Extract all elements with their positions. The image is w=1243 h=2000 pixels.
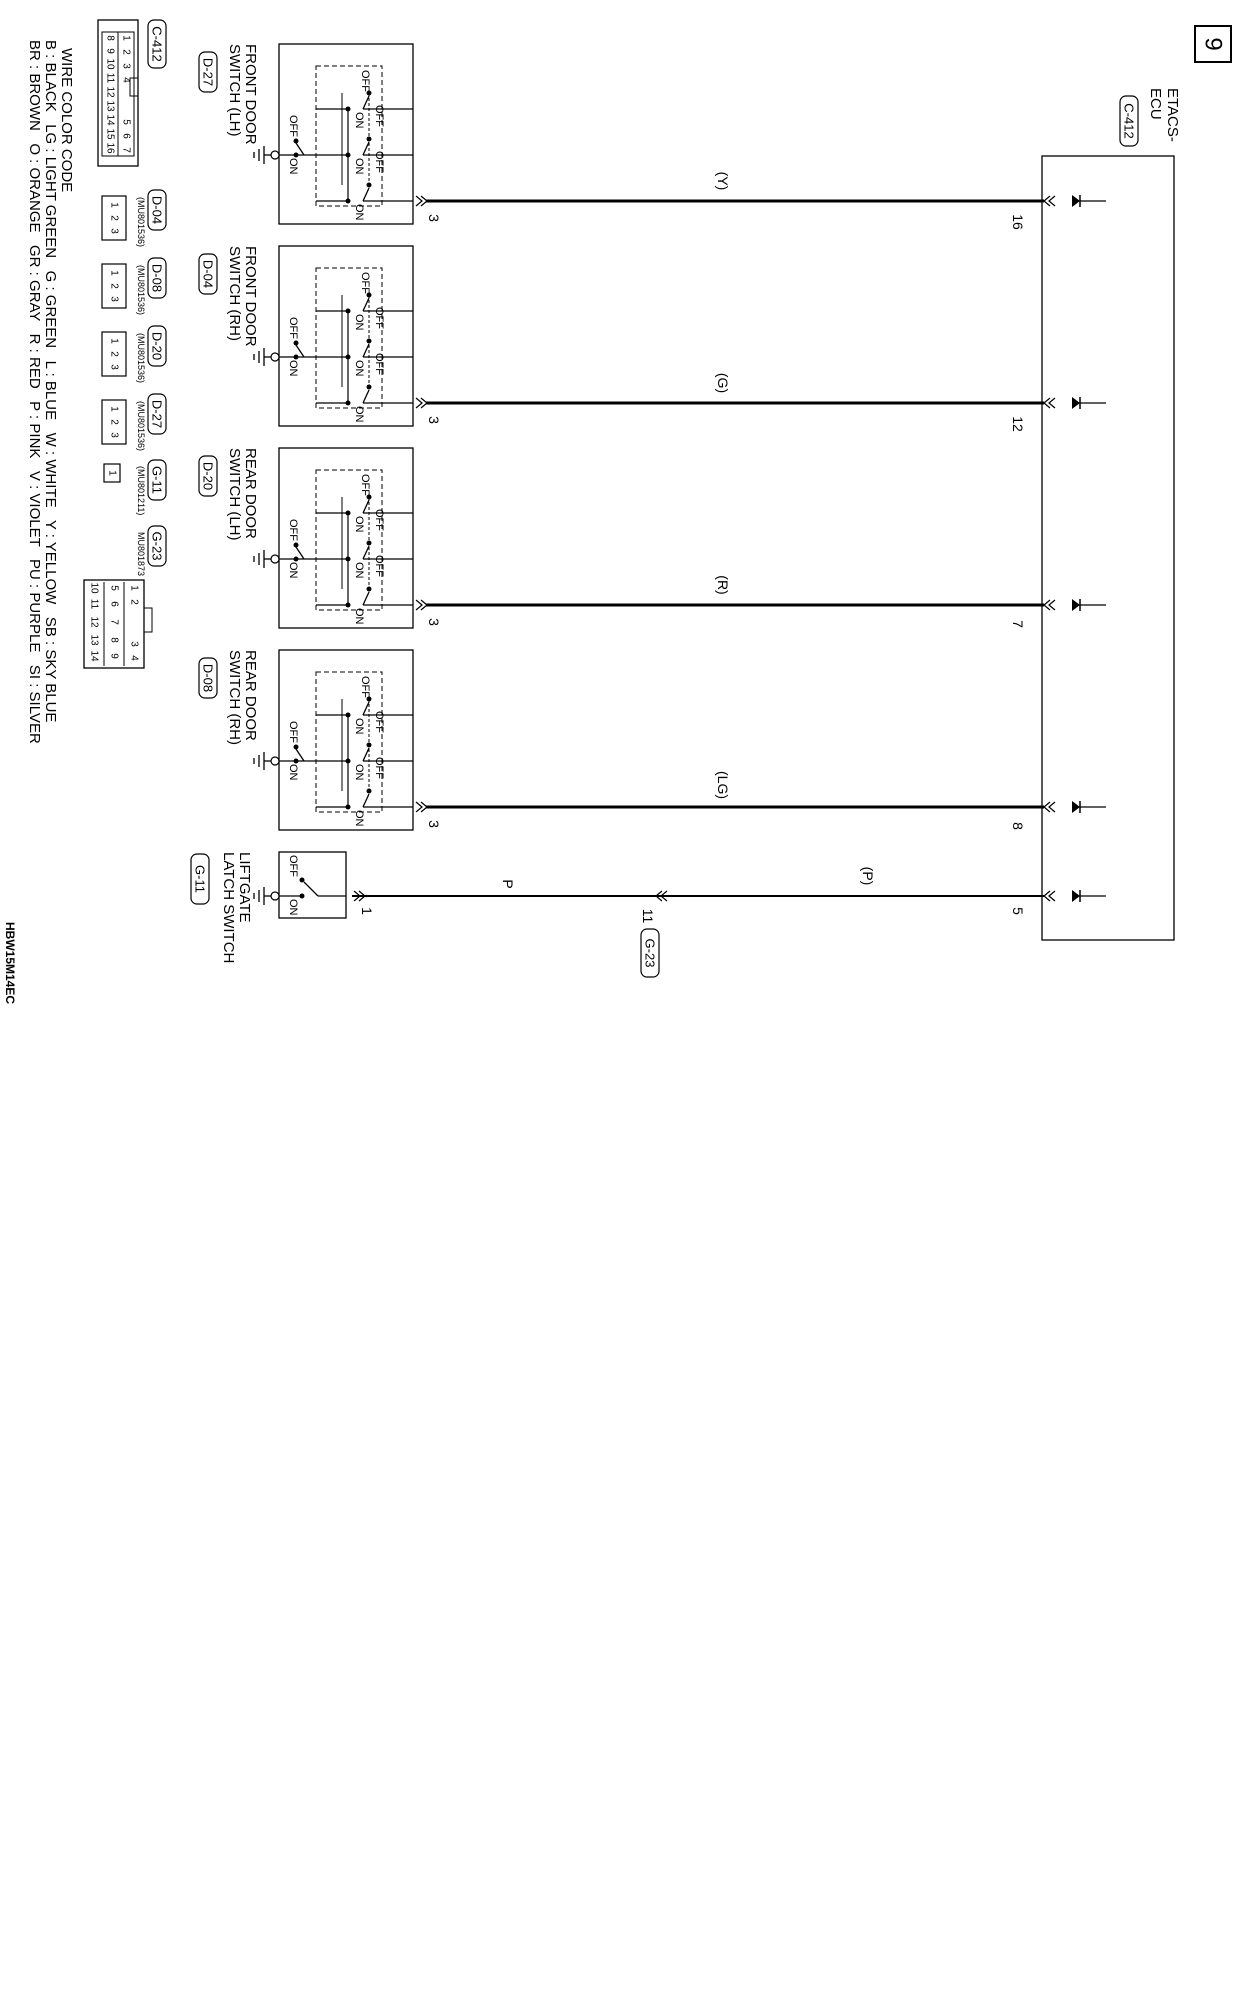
wire-color-switch-side: P (500, 879, 516, 889)
switch-dashed-frame (316, 66, 382, 206)
svg-text:D-08: D-08 (149, 263, 165, 293)
connector-view-d27 (102, 394, 166, 451)
ecu-name-line1: ETACS- (1164, 88, 1181, 142)
svg-text:(MU801536): (MU801536) (136, 401, 146, 452)
svg-text:ON: ON (353, 112, 365, 129)
svg-text:3: 3 (108, 432, 120, 438)
switch-connector-label: D-08 (200, 663, 216, 693)
svg-text:3: 3 (108, 364, 120, 370)
switch-pin-label: 3 (426, 618, 442, 626)
liftgate-name-line2: LATCH SWITCH (220, 852, 237, 964)
svg-text:2: 2 (128, 599, 140, 605)
svg-text:2: 2 (108, 419, 120, 425)
svg-text:OFF: OFF (287, 115, 299, 137)
svg-text:OFF: OFF (359, 70, 371, 92)
svg-text:6: 6 (120, 133, 132, 139)
ecu-name-line2: ECU (1147, 88, 1164, 120)
svg-text:4: 4 (128, 655, 140, 661)
svg-text:5: 5 (108, 585, 120, 591)
svg-text:OFF: OFF (373, 757, 385, 779)
page-number: 9 (1199, 37, 1227, 51)
ecu-connector-label: C-412 (1121, 103, 1137, 139)
svg-text:2: 2 (108, 283, 120, 289)
svg-text:1: 1 (120, 35, 132, 41)
svg-text:14: 14 (88, 650, 100, 662)
svg-text:14: 14 (104, 114, 116, 126)
ecu-pin-label: 7 (1010, 620, 1026, 628)
svg-text:3: 3 (108, 228, 120, 234)
switch-pin-label: 3 (426, 416, 442, 424)
switch-connector-label: D-20 (200, 461, 216, 491)
svg-text:3: 3 (128, 641, 140, 647)
ecu-pin-label: 16 (1010, 214, 1026, 230)
svg-text:4: 4 (120, 77, 132, 83)
switch-name-line2: SWITCH (LH) (226, 448, 243, 541)
svg-text:OFF: OFF (359, 676, 371, 698)
svg-text:D-04: D-04 (149, 195, 165, 225)
diagram-code: HBW15M14EC (3, 922, 17, 1005)
svg-text:OFF: OFF (359, 474, 371, 496)
svg-text:1: 1 (108, 338, 120, 344)
svg-text:D-27: D-27 (149, 399, 165, 429)
svg-text:OFF: OFF (373, 151, 385, 173)
wire-color-code-legend (26, 40, 75, 744)
svg-text:ON: ON (287, 360, 299, 377)
svg-text:ON: ON (353, 406, 365, 423)
svg-text:12: 12 (104, 86, 116, 98)
switch-name-line2: SWITCH (RH) (226, 650, 243, 745)
svg-text:OFF: OFF (359, 272, 371, 294)
svg-text:ON: ON (353, 314, 365, 331)
svg-text:OFF: OFF (373, 555, 385, 577)
wire-color-label: (LG) (715, 771, 731, 799)
svg-text:2: 2 (108, 351, 120, 357)
svg-text:OFF: OFF (287, 317, 299, 339)
svg-text:10: 10 (88, 582, 100, 594)
svg-text:16: 16 (104, 142, 116, 154)
switch-pin-label: 3 (426, 820, 442, 828)
wire-color-label: (G) (715, 372, 731, 394)
svg-text:7: 7 (108, 619, 120, 625)
svg-text:ON: ON (353, 360, 365, 377)
c412-row2 (102, 32, 118, 156)
circuit-rear-door-lh (199, 448, 1106, 628)
switch-name-line1: FRONT DOOR (242, 44, 259, 145)
svg-text:D-20: D-20 (149, 331, 165, 361)
svg-text:(MU801536): (MU801536) (136, 333, 146, 384)
svg-text:OFF: OFF (373, 509, 385, 531)
circuit-front-door-lh (199, 44, 1106, 230)
svg-text:OFF: OFF (287, 855, 299, 877)
switch-dashed-frame (316, 470, 382, 610)
svg-text:ON: ON (287, 899, 299, 916)
svg-text:1: 1 (108, 202, 120, 208)
svg-text:ON: ON (353, 516, 365, 533)
svg-text:OFF: OFF (373, 353, 385, 375)
svg-text:3: 3 (120, 63, 132, 69)
wire-color-code-line2: BR : BROWN O : ORANGE GR : GRAY R : RED P : PINK V : VIOLET PU : PURPLE SI : SILVER (26, 40, 43, 744)
ecu-pin-label: 12 (1010, 416, 1026, 432)
wire-color-label: (R) (715, 575, 731, 595)
svg-text:ON: ON (353, 204, 365, 221)
wire-color-label: (Y) (715, 171, 731, 191)
svg-text:ON: ON (353, 158, 365, 175)
svg-text:7: 7 (120, 147, 132, 153)
page-number-box (1195, 26, 1231, 62)
connector-view-d20 (102, 326, 166, 383)
c412-row1 (118, 32, 134, 156)
svg-text:9: 9 (108, 653, 120, 659)
ecu-box (1042, 156, 1174, 940)
circuit-front-door-rh (199, 246, 1106, 432)
switch-name-line2: SWITCH (RH) (226, 246, 243, 341)
circuit-rear-door-rh (199, 650, 1106, 830)
svg-text:G-11: G-11 (149, 466, 165, 494)
svg-text:ON: ON (353, 608, 365, 625)
switch-name-line1: REAR DOOR (242, 448, 259, 539)
svg-text:9: 9 (104, 48, 116, 54)
switch-connector-label: D-04 (200, 259, 216, 289)
svg-text:1: 1 (128, 585, 140, 591)
svg-text:1: 1 (108, 270, 120, 276)
etacs-ecu (1042, 88, 1181, 940)
svg-text:OFF: OFF (373, 105, 385, 127)
svg-text:OFF: OFF (373, 307, 385, 329)
wire-color-code-line1: B : BLACK LG : LIGHT GREEN G : GREEN L : BLUE W : WHITE Y : YELLOW SB : SKY BLUE (42, 40, 59, 723)
junction-connector-label: G-23 (642, 938, 658, 968)
svg-text:2: 2 (108, 215, 120, 221)
svg-text:15: 15 (104, 128, 116, 140)
svg-text:ON: ON (353, 764, 365, 781)
svg-text:G-23: G-23 (149, 531, 165, 561)
svg-text:OFF: OFF (373, 711, 385, 733)
svg-text:12: 12 (88, 616, 100, 628)
svg-text:ON: ON (353, 810, 365, 827)
connector-view-g11 (104, 460, 166, 515)
svg-text:(MU801211): (MU801211) (136, 466, 146, 516)
svg-text:(MU801536): (MU801536) (136, 265, 146, 316)
svg-text:6: 6 (108, 601, 120, 607)
svg-text:ON: ON (353, 562, 365, 579)
switch-pin-label: 1 (359, 907, 375, 915)
wire-color-ecu-side: (P) (860, 866, 876, 886)
svg-text:8: 8 (108, 637, 120, 643)
switch-dashed-frame (316, 268, 382, 408)
svg-text:OFF: OFF (287, 721, 299, 743)
c412-label: C-412 (149, 26, 165, 62)
svg-text:13: 13 (104, 100, 116, 112)
switch-dashed-frame (316, 672, 382, 812)
connector-view-d08 (102, 258, 166, 315)
svg-text:ON: ON (287, 562, 299, 579)
switch-name-line1: REAR DOOR (242, 650, 259, 741)
ecu-pin-label: 8 (1010, 822, 1026, 830)
svg-text:ON: ON (287, 764, 299, 781)
switch-pin-label: 3 (426, 214, 442, 222)
svg-text:10: 10 (104, 58, 116, 70)
svg-text:13: 13 (88, 634, 100, 646)
connector-view-d04 (102, 190, 166, 247)
svg-text:11: 11 (88, 598, 100, 610)
switch-connector-label: D-27 (200, 57, 216, 87)
liftgate-connector-label: G-11 (192, 865, 208, 893)
connector-view-c412 (98, 20, 166, 166)
svg-text:3: 3 (108, 296, 120, 302)
switch-name-line2: SWITCH (LH) (226, 44, 243, 137)
svg-text:5: 5 (120, 119, 132, 125)
ecu-pin-label: 5 (1010, 907, 1026, 915)
svg-text:(MU801536): (MU801536) (136, 197, 146, 248)
svg-text:1: 1 (108, 406, 120, 412)
svg-text:11: 11 (104, 72, 116, 84)
svg-text:2: 2 (120, 49, 132, 55)
svg-text:ON: ON (353, 718, 365, 735)
svg-text:ON: ON (287, 158, 299, 175)
wire-color-code-title: WIRE COLOR CODE (58, 48, 75, 193)
svg-text:1: 1 (106, 470, 118, 476)
svg-text:MU801873: MU801873 (136, 532, 146, 577)
circuit-liftgate (191, 852, 1106, 977)
liftgate-name-line1: LIFTGATE (236, 852, 253, 923)
svg-text:8: 8 (104, 35, 116, 41)
switch-name-line1: FRONT DOOR (242, 246, 259, 347)
svg-text:OFF: OFF (287, 519, 299, 541)
junction-pin-label: 11 (640, 908, 656, 924)
connector-view-g23 (84, 526, 166, 668)
